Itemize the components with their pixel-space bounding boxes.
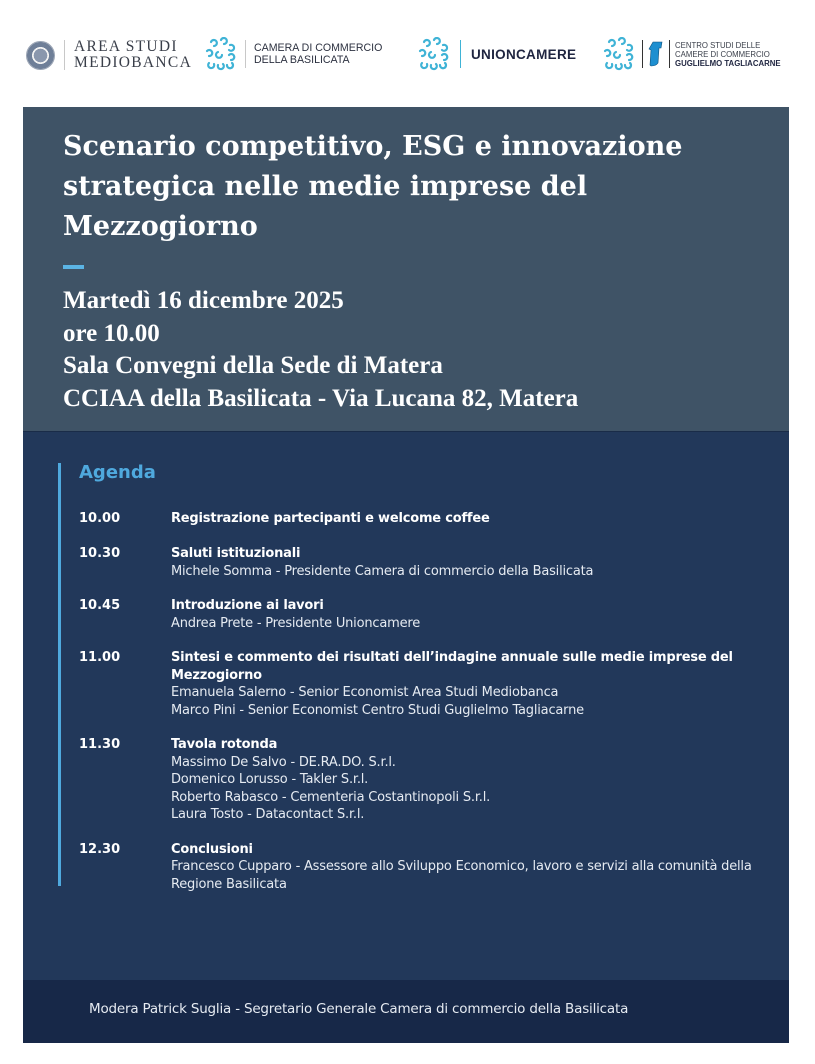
- agenda-item: [79, 841, 759, 894]
- moderator-credit: Modera Patrick Suglia - Segretario Generale Camera di commercio della Basilicata: [89, 1001, 629, 1017]
- camera-commercio-swirl-icon: [203, 37, 237, 71]
- agenda-speaker: Massimo De Salvo - DE.RA.DO. S.r.l.: [171, 754, 396, 770]
- agenda-item: [79, 510, 759, 528]
- agenda-topic: Saluti istituzionali: [171, 546, 301, 561]
- agenda-topic: Introduzione ai lavori: [171, 598, 324, 613]
- logo-divider: [669, 40, 670, 68]
- agenda-speaker: Roberto Rabasco - Cementeria Costantinopoli S.r.l.: [171, 789, 491, 805]
- event-venue: Sala Convegni della Sede di Matera: [63, 352, 443, 379]
- event-title: Scenario competitivo, ESG e innovazione strategica nelle medie imprese del Mezzogiorno: [63, 131, 683, 242]
- agenda-speaker: Marco Pini - Senior Economist Centro Studi Guglielmo Tagliacarne: [171, 702, 584, 718]
- logo-area-studi-mediobanca: [26, 39, 192, 71]
- logo-divider: [642, 40, 643, 68]
- logo-camera-commercio-basilicata: [203, 37, 382, 71]
- mediobanca-seal-icon: [26, 41, 55, 70]
- event-details: [63, 285, 783, 415]
- unioncamere-wordmark: UNIONCAMERE: [471, 46, 577, 62]
- logo-centro-studi-tagliacarne: [601, 37, 781, 71]
- agenda-time: 12.30: [79, 841, 121, 857]
- agenda-time: 10.00: [79, 511, 121, 526]
- agenda-speaker: Domenico Lorusso - Takler S.r.l.: [171, 772, 369, 787]
- mediobanca-wordmark: AREA STUDI MEDIOBANCA: [74, 38, 193, 71]
- agenda-time: 10.45: [79, 598, 121, 613]
- unioncamere-swirl-icon: [416, 37, 450, 71]
- logo-divider: [245, 40, 246, 68]
- event-address: CCIAA della Basilicata - Via Lucana 82, Matera: [63, 384, 579, 412]
- accent-divider: [63, 265, 84, 269]
- moderator-footer: [23, 980, 789, 1043]
- event-date: Martedì 16 dicembre 2025: [63, 287, 344, 314]
- agenda-speaker: Emanuela Salerno - Senior Economist Area Studi Mediobanca: [171, 685, 559, 700]
- agenda-time: 11.30: [79, 737, 121, 752]
- camera-commercio-wordmark: CAMERA DI COMMERCIO DELLA BASILICATA: [254, 42, 383, 66]
- agenda-accent-bar: [58, 463, 61, 886]
- event-header: [23, 107, 789, 431]
- agenda-item: [79, 545, 759, 580]
- tagliacarne-mark-icon: [648, 41, 664, 67]
- agenda-item: [79, 736, 759, 824]
- agenda-topic: Conclusioni: [171, 841, 253, 857]
- agenda-speaker: Michele Somma - Presidente Camera di commercio della Basilicata: [171, 563, 594, 579]
- agenda-topic: Tavola rotonda: [171, 737, 278, 752]
- agenda-heading: Agenda: [79, 462, 156, 483]
- agenda-time: 10.30: [79, 546, 121, 561]
- agenda-item: [79, 649, 759, 719]
- tagliacarne-wordmark: CENTRO STUDI DELLE CAMERE DI COMMERCIO GUGLIELMO TAGLIACARNE: [675, 40, 781, 68]
- agenda-speaker: Andrea Prete - Presidente Unioncamere: [171, 615, 421, 631]
- agenda-topic: Registrazione partecipanti e welcome coffee: [171, 511, 490, 526]
- event-time: ore 10.00: [63, 319, 160, 347]
- agenda-time: 11.00: [79, 650, 121, 665]
- logo-unioncamere: [416, 37, 576, 71]
- agenda-item: [79, 597, 759, 632]
- agenda-topic: Sintesi e commento dei risultati dell’indagine annuale sulle medie imprese del Mezzogiorno: [171, 650, 733, 683]
- agenda-speaker: Laura Tosto - Datacontact S.r.l.: [171, 807, 365, 822]
- agenda-section: [23, 431, 789, 981]
- agenda-speaker: Francesco Cupparo - Assessore allo Sviluppo Economico, lavoro e servizi alla comunità della Regione Basilicata: [171, 859, 752, 892]
- logo-divider: [460, 40, 461, 68]
- logo-divider: [64, 40, 65, 70]
- partner-logos: [0, 0, 815, 107]
- tagliacarne-swirl-icon: [601, 37, 635, 71]
- agenda-list: [79, 510, 759, 910]
